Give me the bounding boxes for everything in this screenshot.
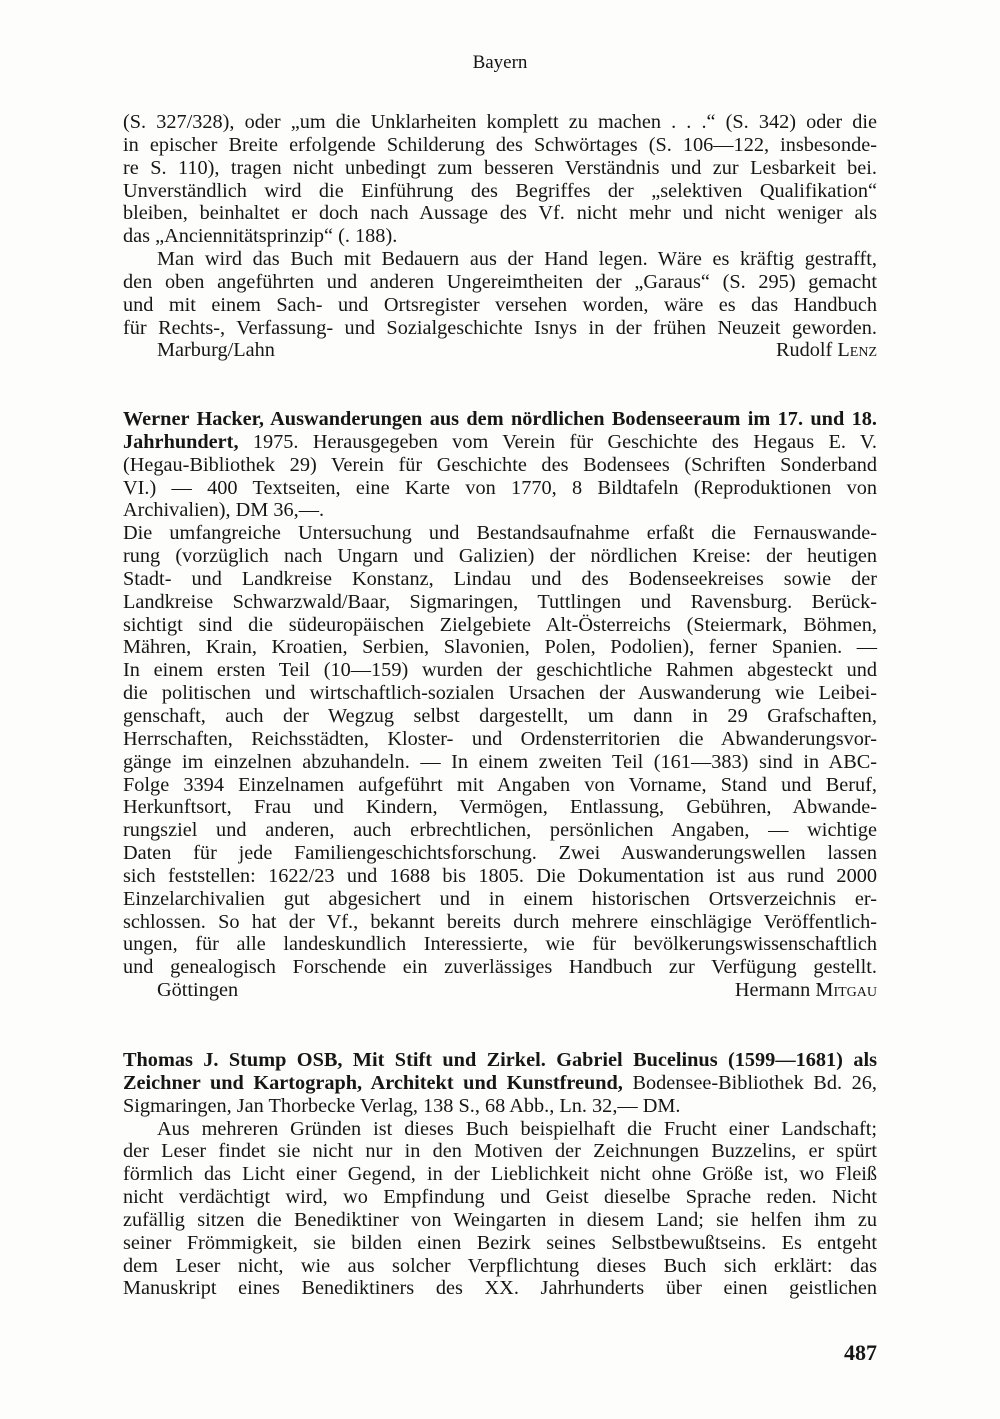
text-line: Man wird das Buch mit Bedauern aus der Hand legen. Wäre es kräftig gestrafft, <box>157 248 877 271</box>
text-line: Herrschaften, Reichsstädten, Kloster- und Ordensterritorien die Abwanderungsvor- <box>123 727 877 750</box>
text-line: der Leser findet sie nicht nur in den Motiven der Zeichnungen Buzzelins, er spürt <box>123 1140 877 1163</box>
text-line: dem Leser nicht, wie aus solcher Verpflichtung dieses Buch sich erklärt: das <box>123 1254 877 1277</box>
signature-line <box>123 979 877 1002</box>
review-heading-line: VI.) — 400 Textseiten, eine Karte von 1770, 8 Bildtafeln (Reproduktionen von <box>123 476 877 499</box>
running-head: Bayern <box>472 52 528 73</box>
text-line: In einem ersten Teil (10—159) wurden der geschichtliche Rahmen abgesteckt und <box>123 659 877 682</box>
text-line: Die umfangreiche Untersuchung und Bestandsaufnahme erfaßt die Fernauswande- <box>123 522 877 545</box>
reviewer-place: Göttingen <box>157 979 239 1002</box>
review-hacker <box>123 408 877 1002</box>
review-heading-line: (Hegau-Bibliothek 29) Verein für Geschichte des Bodensees (Schriften Sonderband <box>123 453 877 476</box>
review-heading-line: Werner Hacker, Auswanderungen aus dem nördlichen Bodenseeraum im 17. und 18. <box>123 408 877 430</box>
text-line: Landkreise Schwarzwald/Baar, Sigmaringen, Tuttlingen und Ravensburg. Berück- <box>123 590 877 613</box>
text-line: genschaft, auch der Wegzug selbst dargestellt, um dann in 29 Grafschaften, <box>123 704 877 727</box>
reviewer-name: Rudolf Lenz <box>775 339 877 362</box>
text-line: bleiben, beinhaltet er doch nach Aussage des Vf. nicht mehr und nicht weniger als <box>123 202 877 225</box>
text-line: rungsziel und anderen, auch erbrechtlichen, persönlichen Angaben, — wichtige <box>123 819 877 842</box>
text-line: ungen, für alle landeskundlich Interessierte, wie für bevölkerungswissenschaftlich <box>123 933 877 956</box>
text-line: Folge 3394 Einzelnamen aufgeführt mit Angaben von Vorname, Stand und Beruf, <box>123 773 877 796</box>
review-heading-line: Jahrhundert, 1975. Herausgegeben vom Verein für Geschichte des Hegaus E. V. <box>123 430 877 453</box>
text-line: sich feststellen: 1622/23 und 1688 bis 1805. Die Dokumentation ist aus rund 2000 <box>123 864 877 887</box>
review-heading-line: Sigmaringen, Jan Thorbecke Verlag, 138 S., 68 Abb., Ln. 32,— DM. <box>123 1094 681 1117</box>
text-line: gänge im einzelnen abzuhandeln. — In einem zweiten Teil (161—383) sind in ABC- <box>123 750 877 773</box>
text-line: Einzelarchivalien gut abgesichert und in einem historischen Ortsverzeichnis er- <box>123 887 877 910</box>
text-line: rung (vorzüglich nach Ungarn und Galizien) der nördlichen Kreise: der heutigen <box>123 545 877 568</box>
reviewer-name: Hermann Mitgau <box>734 979 877 1002</box>
text-line: re S. 110), tragen nicht unbedingt zum besseren Verständnis und zur Lesbarkeit bei. <box>123 156 877 179</box>
review-heading-line: Archivalien), DM 36,—. <box>123 499 325 522</box>
text-line: Stadt- und Landkreise Konstanz, Lindau und des Bodenseekreises sowie der <box>123 567 877 590</box>
text-line: seiner Frömmigkeit, sie bilden einen Bezirk seines Selbstbewußtseins. Es entgeht <box>123 1231 877 1254</box>
reviewer-place: Marburg/Lahn <box>157 339 275 362</box>
text-line: Manuskript eines Benediktiners des XX. Jahrhunderts über einen geistlichen <box>123 1277 877 1300</box>
text-line: Mähren, Krain, Kroatien, Serbien, Slavonien, Polen, Podolien), ferner Spanien. — <box>123 636 877 659</box>
text-line: das „Anciennitätsprinzip“ (. 188). <box>123 225 398 248</box>
review-stump <box>123 1049 877 1300</box>
text-line: förmlich das Licht einer Gegend, in der Lieblichkeit nicht ohne Größe ist, wo Fleiß <box>123 1163 877 1186</box>
text-line: und mit einem Sach- und Ortsregister versehen worden, wäre es das Handbuch <box>123 293 877 316</box>
review-lenz <box>123 111 877 362</box>
text-line: zufällig sitzen die Benediktiner von Weingarten in diesem Land; sie helfen ihm zu <box>123 1208 877 1231</box>
page-number: 487 <box>844 1340 877 1365</box>
review-heading-line: Thomas J. Stump OSB, Mit Stift und Zirkel. Gabriel Bucelinus (1599—1681) als <box>123 1049 877 1071</box>
text-line: schlossen. So hat der Vf., bekannt bereits durch mehrere einschlägige Veröffentlich- <box>123 910 877 933</box>
text-line: Daten für jede Familiengeschichtsforschung. Zwei Auswanderungswellen lassen <box>123 842 877 865</box>
text-line: Herkunftsort, Frau und Kindern, Vermögen, Entlassung, Gebühren, Abwande- <box>123 796 877 819</box>
text-line: für Rechts-, Verfassung- und Sozialgeschichte Isnys in der frühen Neuzeit geworden. <box>123 316 877 339</box>
text-line: Unverständlich wird die Einführung des Begriffes der „selektiven Qualifikation“ <box>123 179 877 202</box>
text-line: Aus mehreren Gründen ist dieses Buch beispielhaft die Frucht einer Landschaft; <box>157 1117 877 1140</box>
text-line: (S. 327/328), oder „um die Unklarheiten komplett zu machen . . .“ (S. 342) oder die <box>123 111 877 133</box>
text-line: in epischer Breite erfolgende Schilderung des Schwörtages (S. 106—122, insbesonde- <box>123 133 877 156</box>
text-line: die politischen und wirtschaftlich-sozialen Ursachen der Auswanderung wie Leibei- <box>123 682 877 705</box>
review-heading-line: Zeichner und Kartograph, Architekt und Kunstfreund, Bodensee-Bibliothek Bd. 26, <box>123 1071 877 1094</box>
text-line: sichtigt sind die südeuropäischen Zielgebiete Alt-Österreichs (Steiermark, Böhmen, <box>123 613 877 636</box>
signature-line <box>123 339 877 362</box>
text-line: und genealogisch Forschende ein zuverlässiges Handbuch zur Verfügung gestellt. <box>123 956 877 979</box>
text-line: den oben angeführten und anderen Ungereimtheiten der „Garaus“ (S. 295) gemacht <box>123 270 877 293</box>
text-line: nicht verdächtigt wird, wo Empfindung und Geist dieselbe Sprache reden. Nicht <box>123 1186 877 1209</box>
